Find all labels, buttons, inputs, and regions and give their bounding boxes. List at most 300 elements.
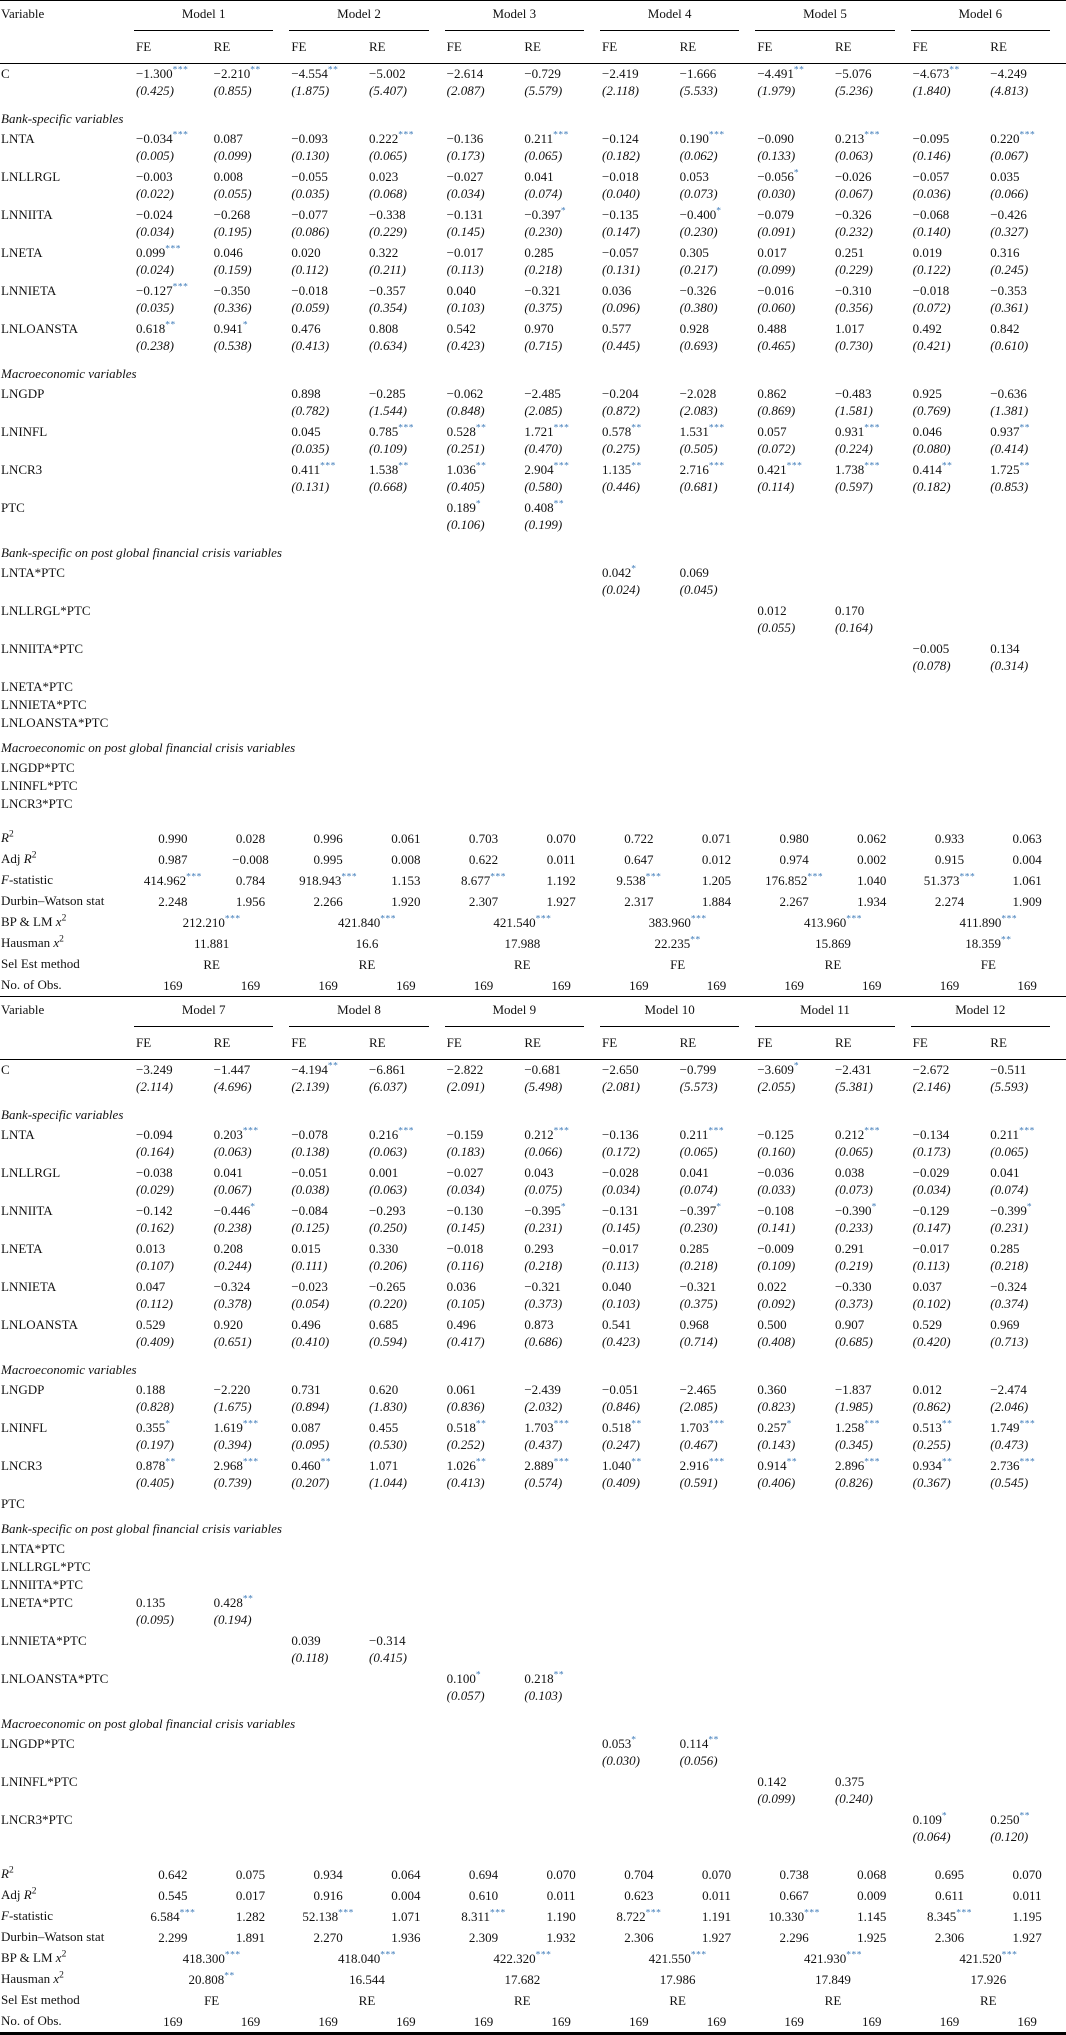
coefficient-value: 0.037 xyxy=(912,1279,942,1294)
standard-error: (0.035) xyxy=(291,186,330,201)
coef-cell xyxy=(755,319,833,357)
coefficient-row xyxy=(0,281,1066,319)
coef-cell xyxy=(755,1060,833,1099)
stat-value: 421.550*** xyxy=(648,1950,707,1966)
standard-error: (0.872) xyxy=(601,403,640,418)
stat-value: 0.990 xyxy=(158,830,188,846)
coef-cell xyxy=(755,460,833,498)
standard-error: (2.139) xyxy=(291,1079,330,1094)
coef-cell xyxy=(367,319,445,357)
variable-header: Variable xyxy=(1,6,45,21)
significance-stars: *** xyxy=(165,244,181,255)
coef-cell xyxy=(522,1277,600,1315)
significance-stars: ** xyxy=(242,1594,254,1605)
significance-stars: *** xyxy=(172,65,189,76)
stat-value: 0.011 xyxy=(546,851,576,867)
standard-error: (0.714) xyxy=(679,1334,718,1349)
row-label: $R^2$ xyxy=(1,829,14,845)
spacer-cell xyxy=(0,1848,1066,1864)
standard-error: (0.072) xyxy=(757,441,796,456)
coef-cell xyxy=(833,1277,911,1315)
coefficient-value: 0.305 xyxy=(679,245,709,260)
stat-value: 169 xyxy=(862,977,882,993)
stat-value: 11.881 xyxy=(194,935,230,951)
coefficient-value: −0.400* xyxy=(679,206,722,222)
coefficient-value: 0.041 xyxy=(990,1165,1020,1180)
statistic-row xyxy=(0,849,1066,870)
empty-cell xyxy=(367,1772,445,1810)
empty-cell xyxy=(911,758,989,776)
stat-value: 0.623 xyxy=(624,1887,654,1903)
significance-stars: ** xyxy=(475,1457,487,1468)
coefficient-value: −2.419 xyxy=(601,66,639,81)
coefficient-value: 2.896*** xyxy=(834,1457,880,1473)
coef-cell xyxy=(367,281,445,319)
standard-error: (2.055) xyxy=(757,1079,796,1094)
coef-cell xyxy=(445,422,523,460)
row-label: LNINFL xyxy=(1,424,48,439)
empty-cell xyxy=(833,776,911,794)
coef-cell xyxy=(678,1163,756,1201)
standard-error: (0.065) xyxy=(368,148,407,163)
row-label: BP & LM $x^2$ xyxy=(1,913,67,929)
coef-cell xyxy=(212,167,290,205)
estimator-header: RE xyxy=(522,1027,600,1060)
coef-cell xyxy=(833,460,911,498)
coef-cell xyxy=(755,422,833,460)
empty-cell xyxy=(445,1539,523,1557)
standard-error: (0.074) xyxy=(990,1182,1029,1197)
coef-cell xyxy=(988,1201,1066,1239)
significance-stars: *** xyxy=(186,872,202,883)
statistic-row xyxy=(0,975,1066,996)
standard-error: (0.055) xyxy=(213,186,252,201)
coef-cell xyxy=(445,1060,523,1099)
coef-cell xyxy=(134,319,212,357)
standard-error: (2.081) xyxy=(601,1079,640,1094)
standard-error: (5.498) xyxy=(524,1079,563,1094)
coefficient-value: −0.095 xyxy=(912,131,950,146)
stat-value: 0.070 xyxy=(546,1866,576,1882)
coef-cell xyxy=(367,1239,445,1277)
significance-stars: * xyxy=(941,1811,948,1822)
coefficient-value: 2.889*** xyxy=(524,1457,570,1473)
model-statistic-row xyxy=(0,912,1066,933)
empty-cell xyxy=(678,1557,756,1575)
significance-stars: *** xyxy=(380,1950,396,1961)
stat-value: RE xyxy=(514,1992,531,2008)
significance-stars: *** xyxy=(708,461,725,472)
significance-stars: *** xyxy=(645,1908,662,1919)
stat-value: FE xyxy=(204,1992,220,2008)
empty-cell xyxy=(911,1734,989,1772)
coefficient-value: 0.134 xyxy=(990,641,1020,656)
empty-cell xyxy=(134,563,212,601)
empty-cell xyxy=(988,498,1066,536)
coef-cell xyxy=(445,384,523,422)
standard-error: (0.574) xyxy=(524,1475,563,1490)
stat-value: 383.960*** xyxy=(648,914,707,930)
model-statistic-row xyxy=(0,1969,1066,1990)
empty-cell xyxy=(833,1539,911,1557)
coef-cell xyxy=(445,1456,523,1494)
empty-cell xyxy=(988,601,1066,639)
coefficient-row xyxy=(0,64,1066,103)
coefficient-row xyxy=(0,1810,1066,1848)
standard-error: (0.207) xyxy=(291,1475,330,1490)
coefficient-value: −0.321 xyxy=(524,283,561,298)
stat-value: 0.004 xyxy=(1012,851,1042,867)
row-label: LNTA*PTC xyxy=(1,1541,65,1556)
coef-cell xyxy=(755,1239,833,1277)
stat-value: 176.852*** xyxy=(765,872,824,888)
coefficient-row xyxy=(0,167,1066,205)
standard-error: (0.034) xyxy=(601,1182,640,1197)
coef-cell xyxy=(445,167,523,205)
statistic-row xyxy=(0,1864,1066,1885)
significance-stars: *** xyxy=(490,872,506,883)
coefficient-value: 1.026** xyxy=(446,1457,487,1473)
stat-value: 0.933 xyxy=(934,830,965,846)
stat-value: 2.274 xyxy=(934,893,965,909)
coefficient-value: 1.738*** xyxy=(834,461,880,477)
standard-error: (0.437) xyxy=(524,1437,563,1452)
standard-error: (0.409) xyxy=(136,1334,174,1349)
row-label: Hausman $x^2$ xyxy=(1,934,64,950)
empty-cell xyxy=(988,695,1066,713)
standard-error: (0.147) xyxy=(601,224,640,239)
significance-stars: * xyxy=(631,1735,637,1746)
estimator-header: FE xyxy=(134,1027,212,1060)
coefficient-value: 0.968 xyxy=(679,1317,709,1332)
coefficient-value: 0.041 xyxy=(213,1165,243,1180)
coef-cell xyxy=(212,319,290,357)
coefficient-value: 0.496 xyxy=(291,1317,321,1332)
empty-cell xyxy=(367,563,445,601)
stat-value: 0.071 xyxy=(701,830,732,846)
standard-error: (1.979) xyxy=(757,83,796,98)
empty-cell xyxy=(833,498,911,536)
coefficient-row xyxy=(0,1201,1066,1239)
model-name: Model 6 xyxy=(911,6,1050,31)
stat-value: 2.306 xyxy=(934,1929,965,1945)
standard-error: (0.045) xyxy=(679,582,718,597)
coefficient-value: −0.135 xyxy=(601,207,639,222)
row-label: LNCR3 xyxy=(1,1458,43,1473)
stat-value: 0.070 xyxy=(701,1866,732,1882)
coefficient-value: 0.188 xyxy=(136,1382,166,1397)
standard-error: (0.255) xyxy=(912,1437,951,1452)
stat-value: 421.930*** xyxy=(803,1950,862,1966)
stat-value: 1.061 xyxy=(1012,872,1042,888)
stat-value: 0.722 xyxy=(624,830,654,846)
significance-stars: ** xyxy=(631,1457,642,1468)
empty-cell xyxy=(367,1810,445,1848)
standard-error: (0.022) xyxy=(136,186,174,201)
coefficient-value: 0.330 xyxy=(368,1241,399,1256)
coefficient-value: 0.001 xyxy=(368,1165,399,1180)
standard-error: (0.681) xyxy=(679,479,718,494)
row-label: LNCR3*PTC xyxy=(1,1812,73,1827)
standard-error: (0.103) xyxy=(601,1296,640,1311)
coef-cell xyxy=(367,129,445,167)
coefficient-value: 0.251 xyxy=(834,245,865,260)
significance-stars: *** xyxy=(553,1419,570,1430)
coefficient-value: −0.084 xyxy=(291,1203,328,1218)
empty-cell xyxy=(755,639,833,677)
stat-value: 2.306 xyxy=(624,1929,654,1945)
standard-error: (0.230) xyxy=(679,224,718,239)
standard-error: (0.103) xyxy=(524,1688,563,1703)
coefficient-value: 0.208 xyxy=(213,1241,243,1256)
coef-cell xyxy=(988,1277,1066,1315)
coefficient-value: 0.934** xyxy=(912,1457,953,1473)
significance-stars: *** xyxy=(224,914,241,925)
table-body xyxy=(0,1060,1066,2034)
row-label: F-statistic xyxy=(1,1908,53,1923)
significance-stars: *** xyxy=(1001,914,1018,925)
significance-stars: ** xyxy=(631,461,642,472)
standard-error: (0.145) xyxy=(601,1220,640,1235)
coef-cell xyxy=(134,1315,212,1353)
empty-cell xyxy=(833,1631,911,1669)
coefficient-value: −0.018 xyxy=(912,283,950,298)
coefficient-row xyxy=(0,1060,1066,1099)
empty-cell xyxy=(911,1494,989,1512)
standard-error: (0.410) xyxy=(291,1334,330,1349)
standard-error: (0.063) xyxy=(368,1182,407,1197)
standard-error: (5.381) xyxy=(834,1079,873,1094)
statistic-row xyxy=(0,891,1066,912)
coef-cell xyxy=(522,167,600,205)
standard-error: (0.219) xyxy=(834,1258,873,1273)
coef-cell xyxy=(134,1418,212,1456)
standard-error: (0.668) xyxy=(368,479,407,494)
standard-error: (0.096) xyxy=(601,300,640,315)
coefficient-value: −0.093 xyxy=(291,131,328,146)
coef-cell xyxy=(600,1456,678,1494)
coefficient-value: −0.324 xyxy=(990,1279,1027,1294)
coef-cell xyxy=(755,384,833,422)
standard-error: (1.675) xyxy=(213,1399,252,1414)
standard-error: (0.686) xyxy=(524,1334,563,1349)
coef-cell xyxy=(134,1125,212,1163)
significance-stars: *** xyxy=(172,130,189,141)
standard-error: (0.405) xyxy=(446,479,485,494)
stat-value: 17.926 xyxy=(970,1971,1007,1987)
model-statistic-row xyxy=(0,954,1066,975)
empty-cell xyxy=(911,794,989,812)
stat-value: 422.320*** xyxy=(493,1950,552,1966)
empty-cell xyxy=(678,1539,756,1557)
coef-cell xyxy=(134,1277,212,1315)
coef-cell xyxy=(678,1734,756,1772)
coef-cell xyxy=(134,129,212,167)
standard-error: (0.445) xyxy=(601,338,640,353)
coef-cell xyxy=(134,1456,212,1494)
empty-cell xyxy=(988,1631,1066,1669)
model-header xyxy=(600,1,755,32)
stat-value: 2.299 xyxy=(158,1929,188,1945)
stat-value: 8.722*** xyxy=(616,1908,662,1924)
empty-cell xyxy=(911,1557,989,1575)
significance-stars: *** xyxy=(690,914,707,925)
empty-cell xyxy=(212,563,290,601)
coef-cell xyxy=(367,1631,445,1669)
section-row xyxy=(0,102,1066,129)
empty-cell xyxy=(600,794,678,812)
coefficient-value: −0.055 xyxy=(291,169,328,184)
coefficient-value: −2.474 xyxy=(990,1382,1027,1397)
model-header xyxy=(911,997,1066,1028)
section-header: Macroeconomic variables xyxy=(1,1362,137,1377)
coefficient-value: 0.046 xyxy=(912,424,942,439)
stat-value: RE xyxy=(824,956,842,972)
empty-cell xyxy=(755,677,833,695)
coefficient-value: −0.330 xyxy=(834,1279,872,1294)
coef-cell xyxy=(911,1380,989,1418)
coef-cell xyxy=(988,1456,1066,1494)
coef-cell xyxy=(289,1380,367,1418)
empty-cell xyxy=(212,1494,290,1512)
empty-cell xyxy=(522,1631,600,1669)
coefficient-row xyxy=(0,1734,1066,1772)
coef-cell xyxy=(522,1239,600,1277)
row-label: No. of Obs. xyxy=(1,977,62,992)
empty-cell xyxy=(678,639,756,677)
standard-error: (1.840) xyxy=(912,83,951,98)
coefficient-value: −0.265 xyxy=(368,1279,406,1294)
coefficient-value: −0.324 xyxy=(213,1279,251,1294)
stat-value: 0.070 xyxy=(546,830,576,846)
coefficient-value: −5.076 xyxy=(834,66,872,81)
coef-cell xyxy=(600,1380,678,1418)
standard-error: (0.072) xyxy=(912,300,951,315)
stat-value: 0.987 xyxy=(158,851,188,867)
coef-cell xyxy=(600,243,678,281)
coefficient-value: −2.028 xyxy=(679,386,717,401)
coefficient-value: 0.322 xyxy=(368,245,399,260)
estimator-header: FE xyxy=(911,1027,989,1060)
significance-stars: *** xyxy=(1019,1457,1036,1468)
stat-value: 169 xyxy=(629,2013,649,2029)
section-header: Macroeconomic variables xyxy=(1,366,137,381)
standard-error: (0.040) xyxy=(601,186,640,201)
coef-cell xyxy=(600,384,678,422)
coef-cell xyxy=(833,167,911,205)
coef-cell xyxy=(988,384,1066,422)
significance-stars: * xyxy=(165,1419,171,1430)
coef-cell xyxy=(911,639,989,677)
coefficient-value: 0.291 xyxy=(834,1241,865,1256)
coef-cell xyxy=(988,1163,1066,1201)
significance-stars: ** xyxy=(631,423,642,434)
coefficient-value: 0.012 xyxy=(912,1382,942,1397)
coef-cell xyxy=(600,422,678,460)
row-label: LNLLRGL*PTC xyxy=(1,1559,91,1574)
coefficient-value: 0.022 xyxy=(757,1279,787,1294)
coefficient-value: −0.094 xyxy=(136,1127,173,1142)
model-name: Model 2 xyxy=(289,6,428,31)
coef-cell xyxy=(833,384,911,422)
coef-cell xyxy=(678,319,756,357)
coef-cell xyxy=(911,1163,989,1201)
coefficient-value: −1.447 xyxy=(213,1062,251,1077)
standard-error: (5.573) xyxy=(679,1079,718,1094)
row-label: Durbin–Watson stat xyxy=(1,1929,105,1944)
stat-value: 1.925 xyxy=(857,1929,887,1945)
section-header: Bank-specific on post global financial crisis variables xyxy=(1,1521,282,1536)
standard-error: (0.232) xyxy=(834,224,873,239)
coef-cell xyxy=(911,1315,989,1353)
stat-value: 421.540*** xyxy=(493,914,552,930)
model-header xyxy=(134,1,289,32)
coef-cell xyxy=(911,205,989,243)
row-label: LNETA xyxy=(1,245,43,260)
statistic-row xyxy=(0,828,1066,849)
standard-error: (0.146) xyxy=(912,148,951,163)
empty-cell xyxy=(367,1593,445,1631)
empty-cell xyxy=(600,713,678,731)
coef-cell xyxy=(755,167,833,205)
estimator-header: FE xyxy=(600,31,678,64)
empty-cell xyxy=(833,677,911,695)
standard-error: (0.244) xyxy=(213,1258,252,1273)
coef-cell xyxy=(600,1315,678,1353)
standard-error: (2.146) xyxy=(912,1079,951,1094)
coefficient-value: −0.130 xyxy=(446,1203,484,1218)
row-label: BP & LM $x^2$ xyxy=(1,1949,67,1965)
standard-error: (0.073) xyxy=(679,186,718,201)
coef-cell xyxy=(833,601,911,639)
standard-error: (0.092) xyxy=(757,1296,796,1311)
model-name: Model 4 xyxy=(600,6,739,31)
empty-cell xyxy=(755,713,833,731)
standard-error: (0.162) xyxy=(136,1220,174,1235)
standard-error: (0.848) xyxy=(446,403,485,418)
stat-value: 17.849 xyxy=(815,1971,851,1987)
model-statistic-row xyxy=(0,933,1066,954)
empty-cell xyxy=(134,639,212,677)
coefficient-value: 0.492 xyxy=(912,321,942,336)
standard-error: (0.826) xyxy=(834,1475,873,1490)
empty-cell xyxy=(522,639,600,677)
stat-value: 0.642 xyxy=(158,1866,188,1882)
coef-cell xyxy=(755,129,833,167)
stat-value: 169 xyxy=(939,977,960,993)
standard-error: (0.075) xyxy=(524,1182,563,1197)
coef-cell xyxy=(212,1060,290,1099)
coefficient-value: 0.053* xyxy=(601,1735,637,1751)
coef-cell xyxy=(445,243,523,281)
empty-cell xyxy=(833,1575,911,1593)
standard-error: (0.417) xyxy=(446,1334,485,1349)
row-label: Adj $R^2$ xyxy=(1,850,37,866)
coef-cell xyxy=(289,1315,367,1353)
empty-cell xyxy=(445,601,523,639)
standard-error: (0.421) xyxy=(912,338,951,353)
coefficient-value: 0.898 xyxy=(291,386,321,401)
coef-cell xyxy=(988,64,1066,103)
standard-error: (0.230) xyxy=(679,1220,718,1235)
empty-cell xyxy=(134,1557,212,1575)
coef-cell xyxy=(367,243,445,281)
empty-cell xyxy=(212,1557,290,1575)
coef-cell xyxy=(134,1593,212,1631)
stat-value: 169 xyxy=(396,977,416,993)
significance-stars: *** xyxy=(338,1908,354,1919)
empty-cell xyxy=(289,758,367,776)
